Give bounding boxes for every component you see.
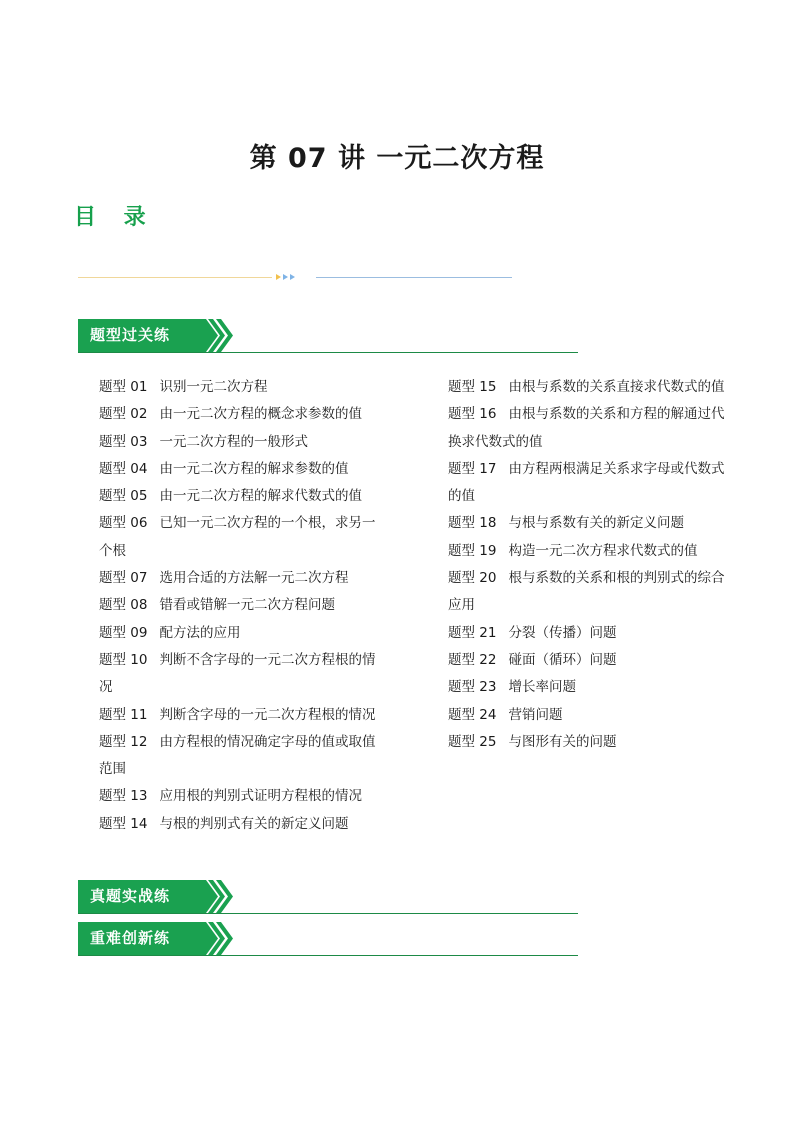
divider-line-left: [78, 277, 272, 278]
toc-list-right: [448, 374, 733, 756]
section-label: 题型过关练: [78, 319, 202, 352]
list-item[interactable]: 题型 09 配方法的应用: [99, 624, 241, 641]
list-item[interactable]: 题型 23 增长率问题: [448, 679, 576, 696]
list-item[interactable]: 题型 01 识别一元二次方程: [99, 379, 268, 395]
list-item[interactable]: 题型 03 一元二次方程的一般形式: [99, 433, 308, 450]
list-item[interactable]: 题型 12 由方程根的情况确定字母的值或取值范围: [99, 733, 376, 778]
list-item[interactable]: 题型 07 选用合适的方法解一元二次方程: [99, 570, 349, 587]
triple-arrow-icon: [276, 271, 298, 283]
list-item[interactable]: 题型 06 已知一元二次方程的一个根，求另一个根: [99, 515, 376, 559]
section-banner-exam: [78, 880, 578, 916]
section-banner-innovation: [78, 922, 578, 958]
stripe-decoration-icon: [196, 922, 240, 956]
list-item[interactable]: 题型 04 由一元二次方程的解求参数的值: [99, 460, 349, 477]
list-item[interactable]: 题型 18 与根与系数有关的新定义问题: [448, 515, 684, 532]
list-item[interactable]: 题型 24 营销问题: [448, 706, 563, 723]
stripe-decoration-icon: [196, 319, 240, 353]
section-rule: [78, 955, 578, 956]
toc-heading: 目 录: [74, 205, 156, 230]
list-item[interactable]: 题型 02 由一元二次方程的概念求参数的值: [99, 406, 362, 423]
list-item[interactable]: 题型 25 与图形有关的问题: [448, 733, 617, 750]
toc-list-left: [99, 374, 384, 838]
list-item[interactable]: 题型 17 由方程两根满足关系求字母或代数式的值: [448, 460, 725, 505]
list-item[interactable]: 题型 11 判断含字母的一元二次方程根的情况: [99, 706, 376, 723]
list-item[interactable]: 题型 21 分裂（传播）问题: [448, 624, 617, 641]
divider-line-right: [316, 277, 512, 278]
list-item[interactable]: 题型 14 与根的判别式有关的新定义问题: [99, 815, 349, 832]
list-item[interactable]: 题型 13 应用根的判别式证明方程根的情况: [99, 788, 362, 805]
section-label: 真题实战练: [78, 880, 202, 913]
list-item[interactable]: 题型 20 根与系数的关系和根的判别式的综合应用: [448, 570, 725, 614]
list-item[interactable]: 题型 15 由根与系数的关系直接求代数式的值: [448, 379, 725, 395]
list-item[interactable]: 题型 10 判断不含字母的一元二次方程根的情况: [99, 651, 376, 696]
decorative-divider: [78, 271, 512, 283]
list-item[interactable]: 题型 19 构造一元二次方程求代数式的值: [448, 542, 698, 559]
list-item[interactable]: 题型 22 碰面（循环）问题: [448, 651, 617, 668]
list-item[interactable]: 题型 08 错看或错解一元二次方程问题: [99, 597, 335, 614]
list-item[interactable]: 题型 05 由一元二次方程的解求代数式的值: [99, 488, 362, 505]
list-item[interactable]: 题型 16 由根与系数的关系和方程的解通过代换求代数式的值: [448, 406, 725, 450]
section-banner-practice: [78, 319, 578, 355]
page-title: 第 07 讲 一元二次方程: [249, 143, 545, 174]
section-label: 重难创新练: [78, 922, 202, 955]
stripe-decoration-icon: [196, 880, 240, 914]
section-rule: [78, 352, 578, 353]
section-rule: [78, 913, 578, 914]
